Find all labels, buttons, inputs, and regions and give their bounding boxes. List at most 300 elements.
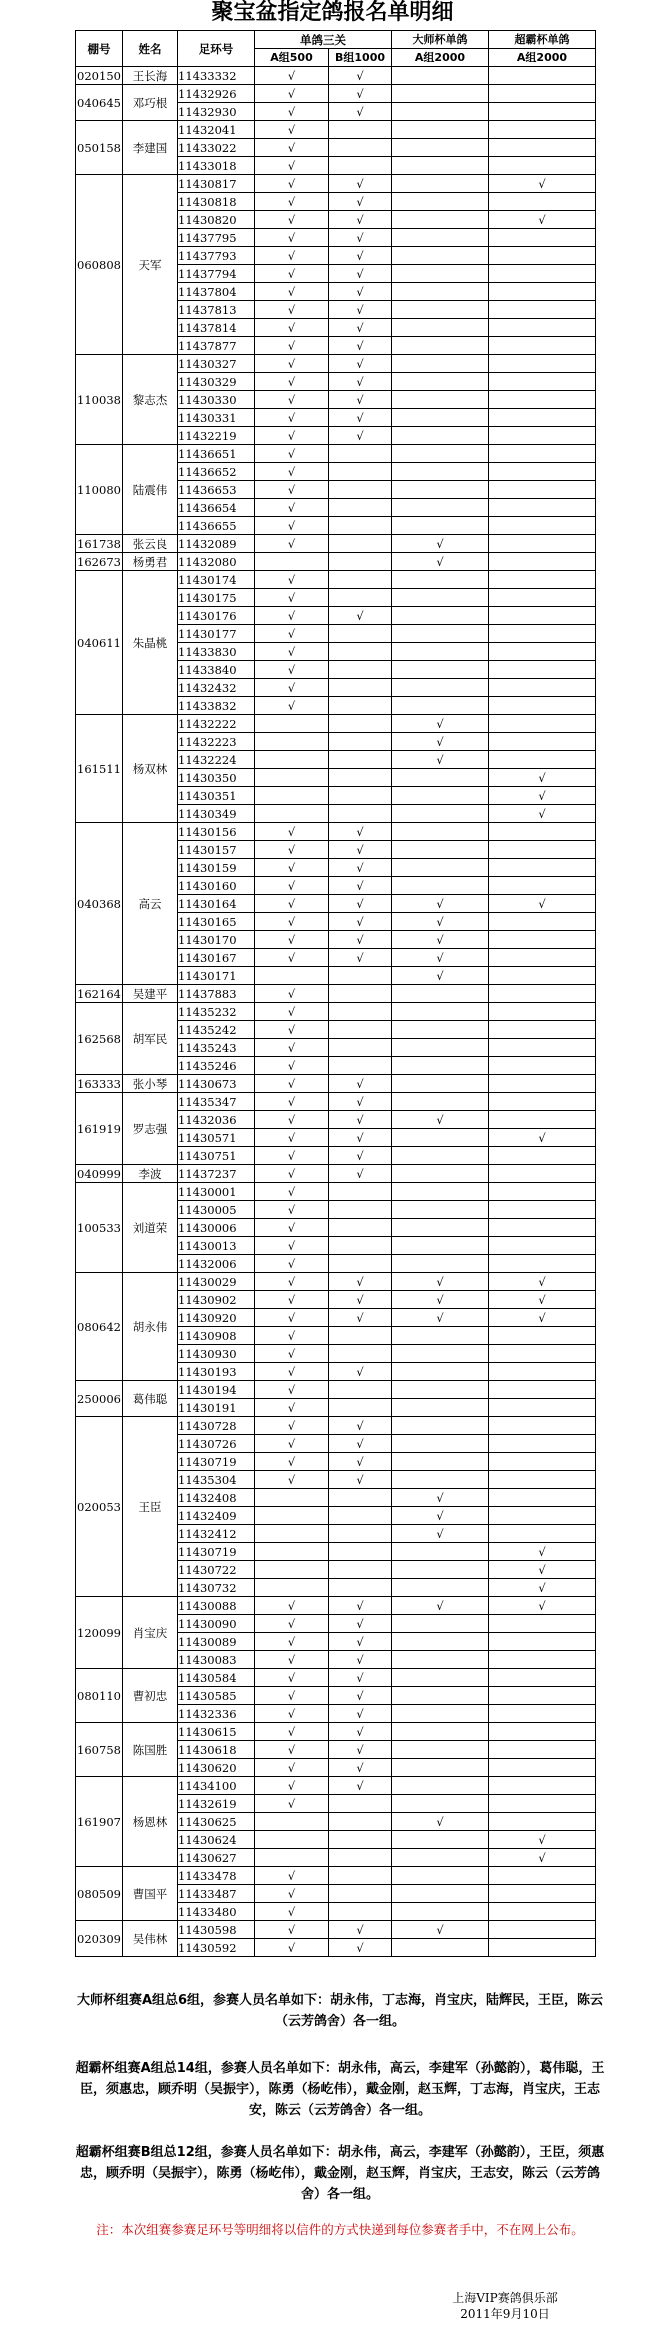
check-b1000 — [329, 985, 392, 1003]
check-super — [489, 1363, 596, 1381]
check-a500 — [255, 1543, 329, 1561]
table-row — [76, 1003, 596, 1021]
ring-number: 11430170 — [178, 931, 255, 949]
ring-number: 11430920 — [178, 1309, 255, 1327]
check-master — [392, 1759, 489, 1777]
check-master — [392, 1615, 489, 1633]
check-master — [392, 211, 489, 229]
table-row — [76, 1777, 596, 1795]
check-super — [489, 265, 596, 283]
check-b1000 — [329, 1885, 392, 1903]
check-b1000 — [329, 1903, 392, 1921]
check-super — [489, 1489, 596, 1507]
ring-number: 11430751 — [178, 1147, 255, 1165]
check-b1000: √ — [329, 1651, 392, 1669]
check-b1000: √ — [329, 949, 392, 967]
ring-number: 11430176 — [178, 607, 255, 625]
check-super — [489, 859, 596, 877]
check-a500: √ — [255, 625, 329, 643]
ring-number: 11432219 — [178, 427, 255, 445]
check-super — [489, 1651, 596, 1669]
check-b1000: √ — [329, 1129, 392, 1147]
check-b1000 — [329, 1345, 392, 1363]
club-name: 上海VIP赛鸽俱乐部 — [452, 2291, 558, 2305]
check-master — [392, 301, 489, 319]
fancier-name: 吴伟林 — [123, 1921, 178, 1957]
ring-number: 11433478 — [178, 1867, 255, 1885]
check-b1000 — [329, 553, 392, 571]
ring-number: 11432036 — [178, 1111, 255, 1129]
check-b1000 — [329, 463, 392, 481]
signature-date: 2011年9月10日 — [460, 2307, 550, 2321]
check-a500: √ — [255, 139, 329, 157]
check-super — [489, 1903, 596, 1921]
table-row — [76, 823, 596, 841]
check-super — [489, 1417, 596, 1435]
check-a500: √ — [255, 103, 329, 121]
check-a500: √ — [255, 1327, 329, 1345]
check-b1000: √ — [329, 1147, 392, 1165]
ring-number: 11433332 — [178, 67, 255, 85]
check-master: √ — [392, 733, 489, 751]
note-super-cup-a: 超霸杯组赛A组总14组，参赛人员名单如下：胡永伟，高云，李建军（孙懿韵），葛伟聪，王臣，须惠忠，顾乔明（吴振宇），陈勇（杨屹伟），戴金刚，赵玉辉，丁志海，肖宝庆，王志安，陈云（云芳鸽舍）各一组。 — [75, 2061, 605, 2118]
check-a500: √ — [255, 463, 329, 481]
check-b1000: √ — [329, 1075, 392, 1093]
check-a500: √ — [255, 445, 329, 463]
check-super — [489, 1705, 596, 1723]
check-a500: √ — [255, 877, 329, 895]
check-master — [392, 355, 489, 373]
check-master — [392, 229, 489, 247]
check-master — [392, 1795, 489, 1813]
check-super — [489, 355, 596, 373]
check-a500: √ — [255, 1885, 329, 1903]
ring-number: 11430327 — [178, 355, 255, 373]
check-b1000 — [329, 1201, 392, 1219]
check-b1000 — [329, 1507, 392, 1525]
check-master — [392, 463, 489, 481]
ring-number: 11430165 — [178, 913, 255, 931]
ring-number: 11430013 — [178, 1237, 255, 1255]
check-super — [489, 1615, 596, 1633]
check-master — [392, 1687, 489, 1705]
check-super — [489, 391, 596, 409]
check-super — [489, 679, 596, 697]
check-a500: √ — [255, 265, 329, 283]
check-a500: √ — [255, 1039, 329, 1057]
check-a500 — [255, 751, 329, 769]
check-b1000: √ — [329, 409, 392, 427]
check-master — [392, 139, 489, 157]
check-b1000: √ — [329, 103, 392, 121]
ring-number: 11430930 — [178, 1345, 255, 1363]
check-a500: √ — [255, 1453, 329, 1471]
check-master — [392, 121, 489, 139]
check-master — [392, 1903, 489, 1921]
fancier-name: 陈国胜 — [123, 1723, 178, 1777]
fancier-name: 王长海 — [123, 67, 178, 85]
check-a500: √ — [255, 1777, 329, 1795]
check-master — [392, 85, 489, 103]
ring-number: 11433018 — [178, 157, 255, 175]
check-a500: √ — [255, 985, 329, 1003]
ring-number: 11432409 — [178, 1507, 255, 1525]
check-master — [392, 499, 489, 517]
table-row — [76, 571, 596, 589]
fancier-name: 胡军民 — [123, 1003, 178, 1075]
check-a500: √ — [255, 193, 329, 211]
check-b1000: √ — [329, 229, 392, 247]
check-a500 — [255, 1849, 329, 1867]
ring-number: 11430090 — [178, 1615, 255, 1633]
check-a500: √ — [255, 895, 329, 913]
ring-number: 11430329 — [178, 373, 255, 391]
check-b1000: √ — [329, 1273, 392, 1291]
check-b1000 — [329, 787, 392, 805]
check-master: √ — [392, 1273, 489, 1291]
check-b1000: √ — [329, 1597, 392, 1615]
table-row — [76, 1093, 596, 1111]
check-master — [392, 373, 489, 391]
check-super — [489, 1759, 596, 1777]
ring-number: 11432930 — [178, 103, 255, 121]
ring-number: 11436655 — [178, 517, 255, 535]
check-super — [489, 625, 596, 643]
check-super — [489, 283, 596, 301]
check-super — [489, 319, 596, 337]
check-b1000 — [329, 535, 392, 553]
check-a500: √ — [255, 589, 329, 607]
check-b1000 — [329, 661, 392, 679]
fancier-name: 刘道荣 — [123, 1183, 178, 1273]
check-master — [392, 337, 489, 355]
check-b1000 — [329, 589, 392, 607]
check-master: √ — [392, 715, 489, 733]
check-super — [489, 301, 596, 319]
check-a500: √ — [255, 1057, 329, 1075]
check-a500: √ — [255, 175, 329, 193]
table-row — [76, 1273, 596, 1291]
check-master: √ — [392, 1921, 489, 1939]
check-master: √ — [392, 1813, 489, 1831]
check-b1000 — [329, 121, 392, 139]
ring-number: 11430732 — [178, 1579, 255, 1597]
check-b1000 — [329, 1579, 392, 1597]
fancier-name: 罗志强 — [123, 1093, 178, 1165]
fancier-name: 杨恩林 — [123, 1777, 178, 1867]
fancier-name: 邓巧根 — [123, 85, 178, 121]
check-a500: √ — [255, 283, 329, 301]
loft-number: 040611 — [76, 571, 123, 715]
check-b1000: √ — [329, 283, 392, 301]
check-b1000: √ — [329, 1363, 392, 1381]
check-super — [489, 1399, 596, 1417]
ring-number: 11430083 — [178, 1651, 255, 1669]
check-super: √ — [489, 1543, 596, 1561]
check-master — [392, 661, 489, 679]
check-b1000: √ — [329, 1669, 392, 1687]
check-a500: √ — [255, 1003, 329, 1021]
check-master — [392, 67, 489, 85]
check-super — [489, 1939, 596, 1957]
check-b1000: √ — [329, 247, 392, 265]
check-a500 — [255, 787, 329, 805]
ring-number: 11432089 — [178, 535, 255, 553]
fancier-name: 葛伟聪 — [123, 1381, 178, 1417]
check-super — [489, 1003, 596, 1021]
header-loft: 棚号 — [76, 31, 123, 67]
check-master — [392, 1561, 489, 1579]
check-a500 — [255, 1489, 329, 1507]
check-master — [392, 247, 489, 265]
check-super — [489, 661, 596, 679]
ring-number: 11432412 — [178, 1525, 255, 1543]
check-master — [392, 1039, 489, 1057]
ring-number: 11432222 — [178, 715, 255, 733]
fancier-name: 黎志杰 — [123, 355, 178, 445]
check-master — [392, 1453, 489, 1471]
check-super — [489, 571, 596, 589]
ring-number: 11430726 — [178, 1435, 255, 1453]
check-a500: √ — [255, 1705, 329, 1723]
table-row — [76, 121, 596, 139]
ring-number: 11437795 — [178, 229, 255, 247]
check-super — [489, 1813, 596, 1831]
ring-number: 11430005 — [178, 1201, 255, 1219]
check-b1000: √ — [329, 319, 392, 337]
check-super — [489, 931, 596, 949]
check-super — [489, 1795, 596, 1813]
ring-number: 11430160 — [178, 877, 255, 895]
check-master — [392, 1723, 489, 1741]
check-b1000 — [329, 769, 392, 787]
check-b1000 — [329, 1237, 392, 1255]
check-b1000 — [329, 751, 392, 769]
check-a500: √ — [255, 661, 329, 679]
ring-number: 11435243 — [178, 1039, 255, 1057]
check-master: √ — [392, 1525, 489, 1543]
header-group-master: 大师杯单鸽 — [392, 31, 489, 49]
check-b1000: √ — [329, 823, 392, 841]
check-a500 — [255, 1813, 329, 1831]
loft-number: 080509 — [76, 1867, 123, 1921]
fancier-name: 朱晶桃 — [123, 571, 178, 715]
fancier-name: 李波 — [123, 1165, 178, 1183]
header-ring: 足环号 — [178, 31, 255, 67]
check-super — [489, 427, 596, 445]
ring-number: 11432224 — [178, 751, 255, 769]
check-super — [489, 1381, 596, 1399]
ring-number: 11432041 — [178, 121, 255, 139]
check-master: √ — [392, 1309, 489, 1327]
table-row — [76, 1669, 596, 1687]
check-b1000 — [329, 517, 392, 535]
check-master: √ — [392, 1489, 489, 1507]
loft-number: 160758 — [76, 1723, 123, 1777]
check-super — [489, 1183, 596, 1201]
check-super — [489, 751, 596, 769]
check-a500: √ — [255, 1111, 329, 1129]
ring-number: 11430902 — [178, 1291, 255, 1309]
check-super — [489, 1165, 596, 1183]
ring-number: 11436654 — [178, 499, 255, 517]
check-b1000 — [329, 625, 392, 643]
check-b1000 — [329, 1795, 392, 1813]
ring-number: 11430585 — [178, 1687, 255, 1705]
check-super — [489, 1867, 596, 1885]
check-b1000: √ — [329, 1291, 392, 1309]
check-master — [392, 697, 489, 715]
check-b1000: √ — [329, 1705, 392, 1723]
ring-number: 11430817 — [178, 175, 255, 193]
check-master — [392, 1579, 489, 1597]
ring-number: 11430089 — [178, 1633, 255, 1651]
table-body — [76, 67, 596, 1957]
check-master — [392, 1327, 489, 1345]
check-b1000: √ — [329, 301, 392, 319]
check-super — [489, 733, 596, 751]
check-super — [489, 121, 596, 139]
check-a500: √ — [255, 1903, 329, 1921]
check-super: √ — [489, 175, 596, 193]
check-a500 — [255, 1579, 329, 1597]
ring-number: 11430728 — [178, 1417, 255, 1435]
check-super — [489, 1345, 596, 1363]
check-a500: √ — [255, 229, 329, 247]
ring-number: 11432006 — [178, 1255, 255, 1273]
check-master — [392, 1543, 489, 1561]
ring-number: 11430177 — [178, 625, 255, 643]
check-b1000: √ — [329, 1453, 392, 1471]
check-master — [392, 859, 489, 877]
ring-number: 11436653 — [178, 481, 255, 499]
check-a500: √ — [255, 517, 329, 535]
check-super — [489, 337, 596, 355]
ring-number: 11430330 — [178, 391, 255, 409]
check-super — [489, 103, 596, 121]
ring-number: 11430164 — [178, 895, 255, 913]
check-master — [392, 1129, 489, 1147]
ring-number: 11435246 — [178, 1057, 255, 1075]
check-b1000: √ — [329, 1741, 392, 1759]
ring-number: 11430159 — [178, 859, 255, 877]
check-b1000: √ — [329, 175, 392, 193]
check-b1000: √ — [329, 1759, 392, 1777]
check-a500: √ — [255, 1309, 329, 1327]
loft-number: 161511 — [76, 715, 123, 823]
check-super — [489, 1507, 596, 1525]
loft-number: 162673 — [77, 554, 121, 569]
check-master — [392, 517, 489, 535]
loft-number: 020309 — [76, 1921, 123, 1957]
check-master: √ — [392, 1597, 489, 1615]
fancier-name: 陆震伟 — [123, 445, 178, 535]
check-master: √ — [392, 913, 489, 931]
check-super — [489, 67, 596, 85]
check-b1000 — [329, 1561, 392, 1579]
check-master — [392, 427, 489, 445]
check-b1000 — [329, 643, 392, 661]
check-a500 — [255, 967, 329, 985]
check-super — [489, 985, 596, 1003]
check-super — [489, 157, 596, 175]
ring-number: 11430624 — [178, 1831, 255, 1849]
check-master — [392, 193, 489, 211]
check-master: √ — [392, 1507, 489, 1525]
check-b1000: √ — [329, 931, 392, 949]
check-super — [489, 517, 596, 535]
check-master — [392, 1399, 489, 1417]
check-b1000: √ — [329, 1435, 392, 1453]
loft-number: 110080 — [76, 445, 123, 535]
check-a500 — [255, 769, 329, 787]
ring-number: 11430167 — [178, 949, 255, 967]
ring-number: 11430171 — [178, 967, 255, 985]
ring-number: 11432336 — [178, 1705, 255, 1723]
check-master — [392, 1255, 489, 1273]
ring-number: 11433480 — [178, 1903, 255, 1921]
ring-number: 11430194 — [178, 1381, 255, 1399]
check-master: √ — [392, 553, 489, 571]
check-master — [392, 1201, 489, 1219]
check-a500: √ — [255, 1201, 329, 1219]
check-master — [392, 103, 489, 121]
check-b1000: √ — [329, 913, 392, 931]
loft-number: 020053 — [76, 1417, 123, 1597]
check-master — [392, 445, 489, 463]
check-master — [392, 1057, 489, 1075]
check-a500: √ — [255, 931, 329, 949]
ring-number: 11430908 — [178, 1327, 255, 1345]
check-super — [489, 553, 596, 571]
ring-number: 11437813 — [178, 301, 255, 319]
check-b1000 — [329, 679, 392, 697]
fancier-name: 吴建平 — [123, 985, 178, 1003]
check-master — [392, 319, 489, 337]
check-b1000 — [329, 139, 392, 157]
fancier-name: 李建国 — [123, 121, 178, 175]
check-super — [489, 1669, 596, 1687]
check-a500: √ — [255, 823, 329, 841]
loft-number: 080110 — [76, 1669, 123, 1723]
check-a500: √ — [255, 1741, 329, 1759]
ring-number: 11437793 — [178, 247, 255, 265]
check-a500: √ — [255, 913, 329, 931]
check-b1000: √ — [329, 1309, 392, 1327]
check-master: √ — [392, 949, 489, 967]
check-master — [392, 1417, 489, 1435]
loft-number: 161919 — [76, 1093, 123, 1165]
fancier-name: 曹初忠 — [123, 1669, 178, 1723]
check-master — [392, 877, 489, 895]
check-master — [392, 1471, 489, 1489]
check-a500: √ — [255, 643, 329, 661]
check-super — [489, 373, 596, 391]
check-super — [489, 949, 596, 967]
check-super — [489, 1777, 596, 1795]
table-row — [76, 1165, 596, 1183]
ring-number: 11430818 — [178, 193, 255, 211]
ring-number: 11430719 — [178, 1543, 255, 1561]
check-a500: √ — [255, 373, 329, 391]
loft-number: 100533 — [76, 1183, 123, 1273]
check-b1000: √ — [329, 1633, 392, 1651]
check-super — [489, 409, 596, 427]
check-master — [392, 265, 489, 283]
check-super — [489, 1147, 596, 1165]
ring-number: 11430571 — [178, 1129, 255, 1147]
check-super — [489, 445, 596, 463]
